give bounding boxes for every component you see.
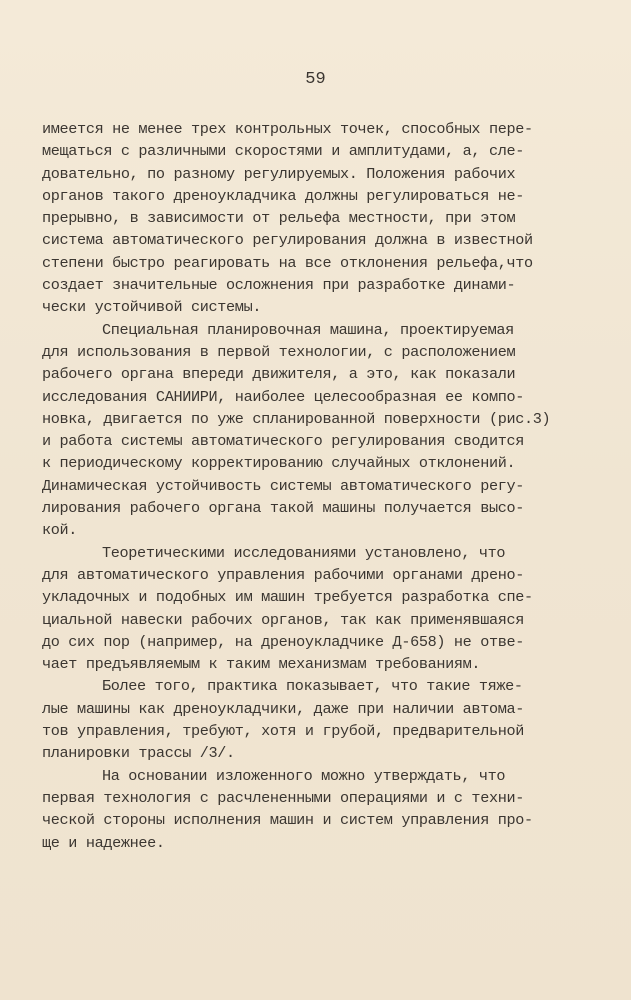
page-number: 59: [305, 70, 326, 89]
body-text: [42, 118, 602, 854]
text-line: На основании изложенного можно утверждать, что: [102, 766, 506, 785]
text-line: циальной навески рабочих органов, так как применявшаяся: [42, 610, 525, 629]
text-line: и работа системы автоматического регулирования сводится: [42, 432, 525, 451]
text-line: мещаться с различными скоростями и амплитудами, а, сле-: [42, 142, 525, 161]
text-line: планировки трассы /3/.: [42, 744, 235, 763]
text-line: степени быстро реагировать на все отклонения рельефа,что: [42, 253, 533, 272]
text-line: к периодическому корректированию случайных отклонений.: [42, 454, 516, 473]
text-line: Динамическая устойчивость системы автоматического регу-: [42, 476, 525, 495]
text-line: ческой стороны исполнения машин и систем управления про-: [42, 811, 533, 830]
text-line: исследования САНИИРИ, наиболее целесообразная ее компо-: [42, 387, 525, 406]
text-line: укладочных и подобных им машин требуется разработка спе-: [42, 588, 533, 607]
text-line: для использования в первой технологии, с расположением: [42, 342, 516, 361]
text-line: кой.: [42, 521, 78, 540]
text-line: лирования рабочего органа такой машины получается высо-: [42, 499, 525, 518]
text-line: рабочего органа впереди движителя, а это, как показали: [42, 365, 516, 384]
text-line: имеется не менее трех контрольных точек, способных пере-: [42, 120, 533, 138]
text-line: чески устойчивой системы.: [42, 298, 262, 317]
text-line: для автоматического управления рабочими органами дрено-: [42, 565, 525, 584]
text-line: Специальная планировочная машина, проектируемая: [102, 320, 514, 339]
text-line: до сих пор (например, на дреноукладчике Д-658) не отве-: [42, 632, 525, 651]
text-line: ще и надежнее.: [42, 833, 165, 852]
text-line: первая технология с расчлененными операциями и с техни-: [42, 788, 525, 807]
text-line: создает значительные осложнения при разработке динами-: [42, 276, 516, 295]
text-line: органов такого дреноукладчика должны регулироваться не-: [42, 186, 525, 205]
text-line: новка, двигается по уже спланированной поверхности (рис.3): [42, 409, 551, 428]
text-line: Теоретическими исследованиями установлено, что: [102, 543, 506, 562]
text-line: довательно, по разному регулируемых. Положения рабочих: [42, 164, 516, 183]
text-line: лые машины как дреноукладчики, даже при наличии автома-: [42, 699, 525, 718]
text-line: тов управления, требуют, хотя и грубой, предварительной: [42, 722, 525, 741]
text-line: прерывно, в зависимости от рельефа местности, при этом: [42, 209, 516, 228]
text-line: система автоматического регулирования должна в известной: [42, 231, 533, 250]
text-line: чает предъявляемым к таким механизмам требованиям.: [42, 655, 481, 674]
text-line: Более того, практика показывает, что такие тяже-: [102, 677, 523, 696]
